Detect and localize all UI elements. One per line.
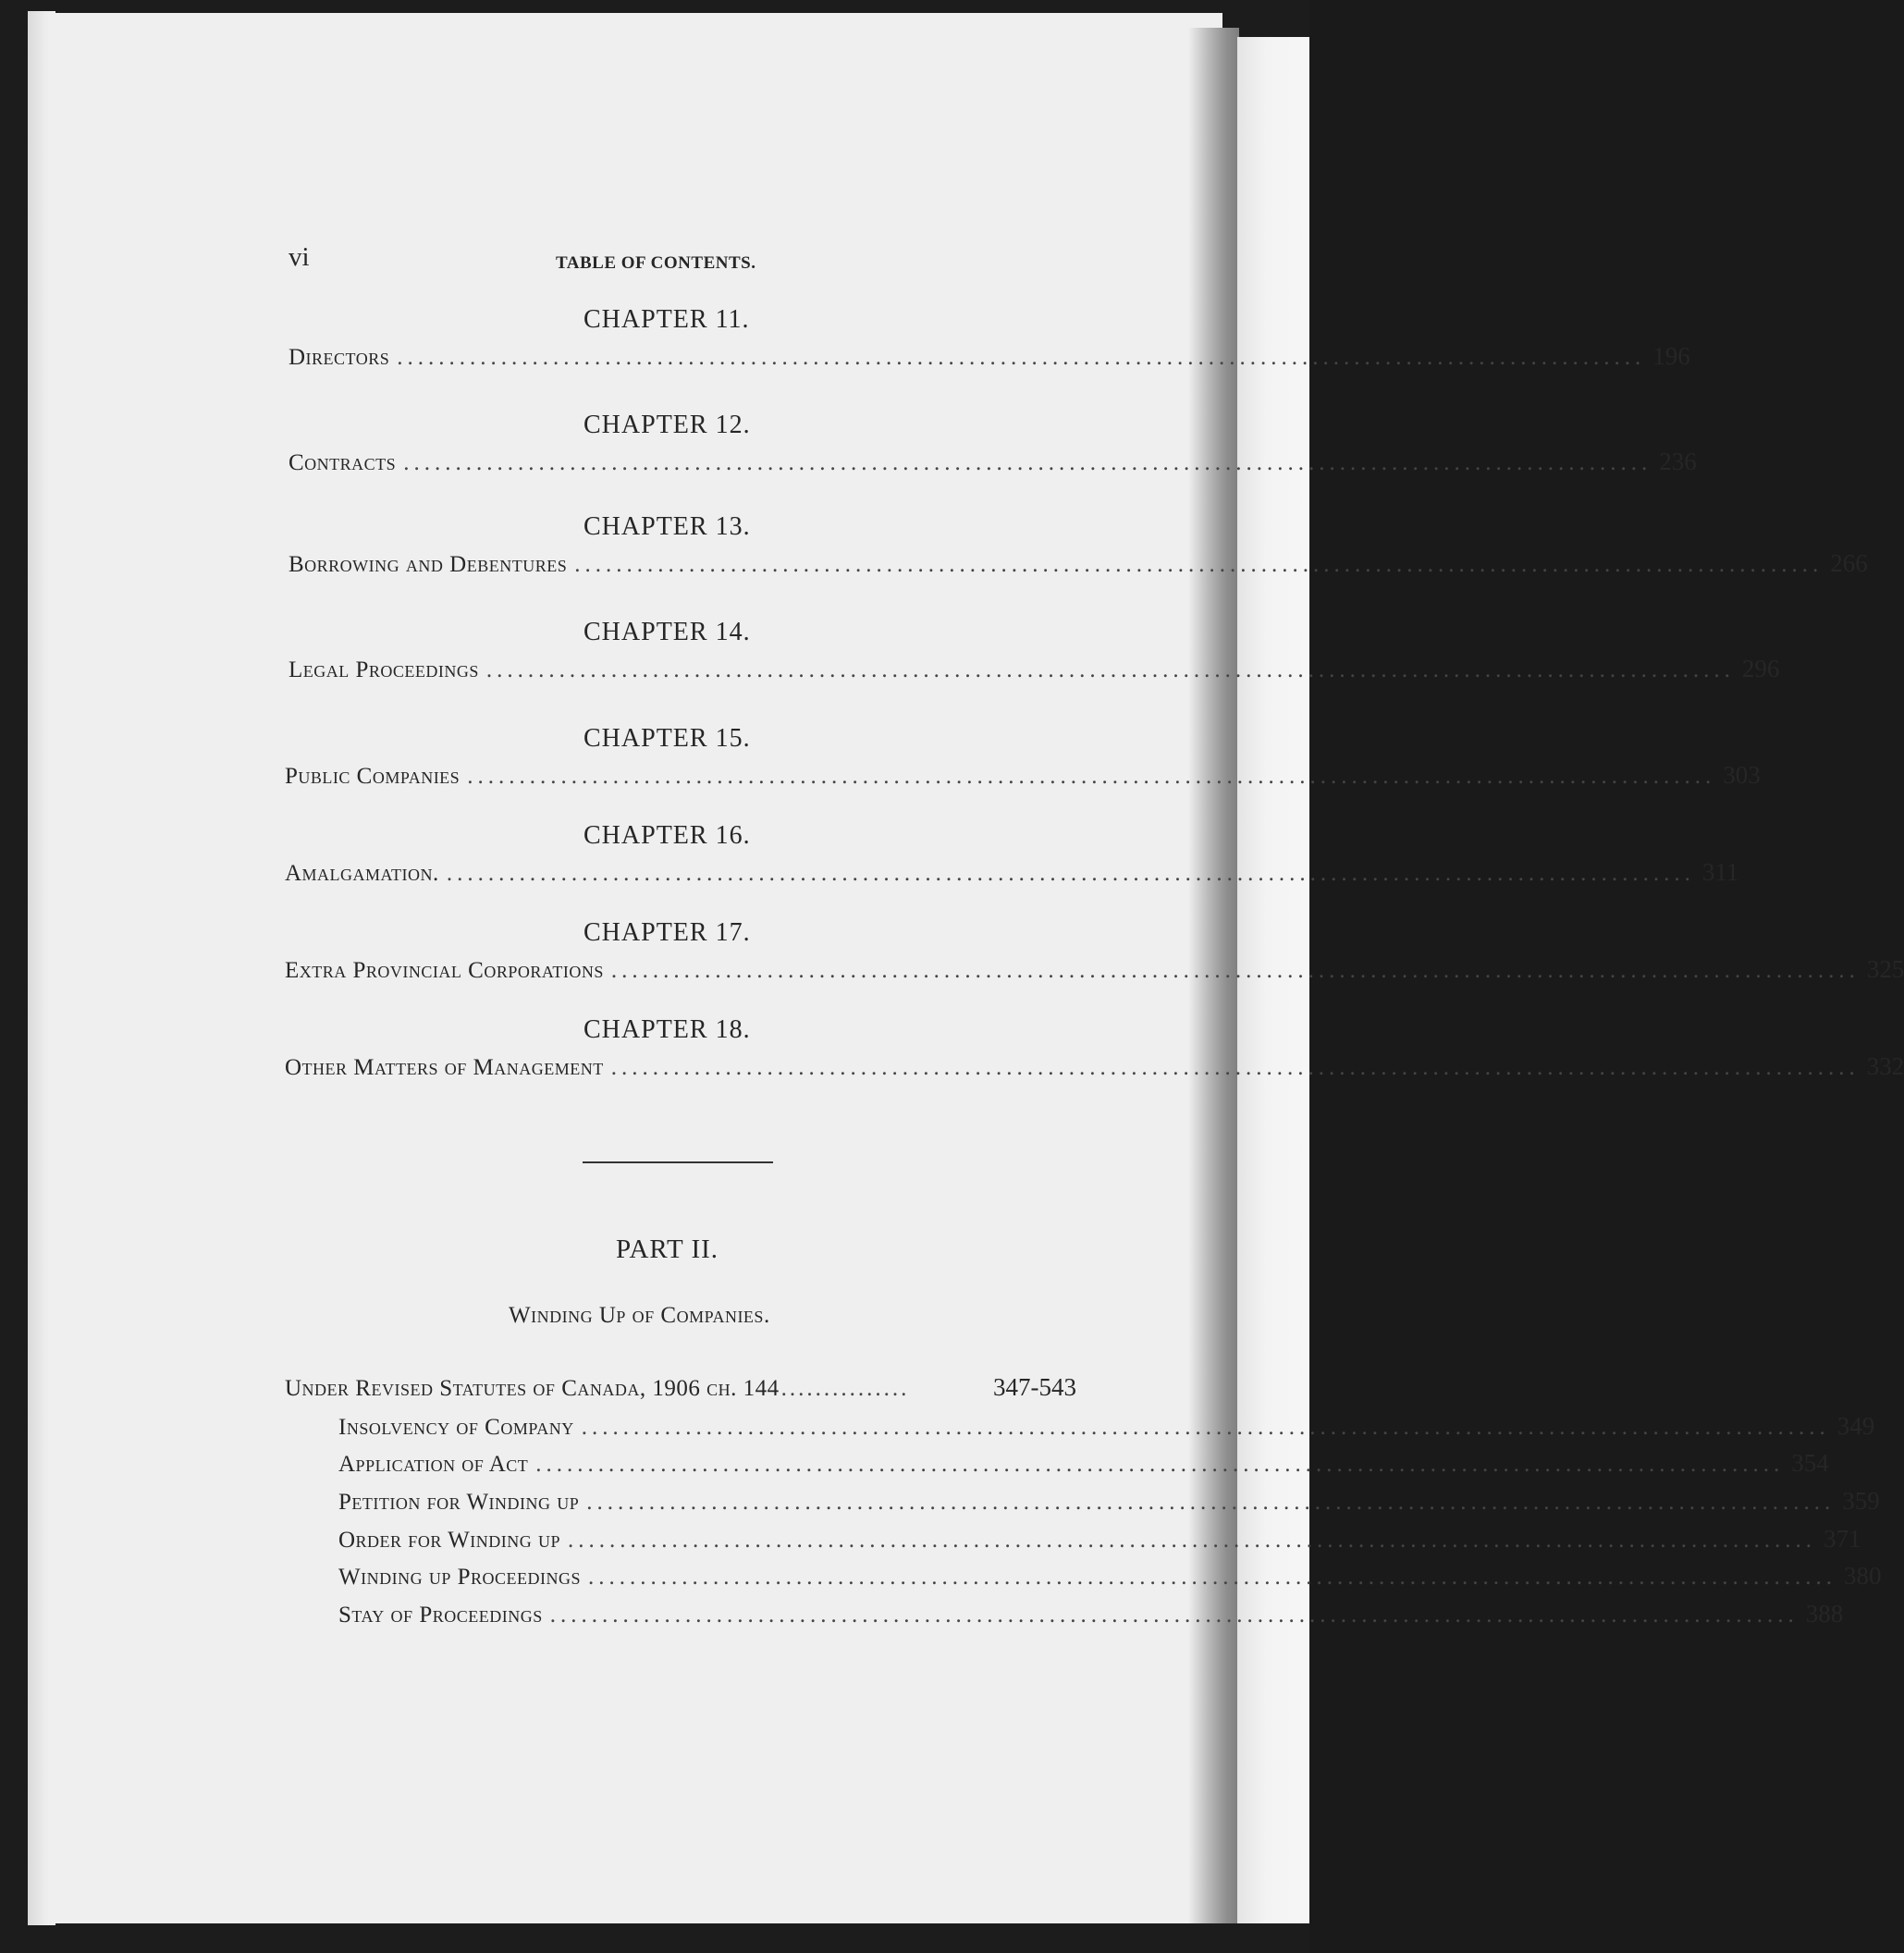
- running-head: [285, 242, 1075, 279]
- chapter-block: [285, 305, 1690, 379]
- leader-dots: ........................................................................................................................: [567, 1528, 1816, 1553]
- part-heading: PART II.: [616, 1234, 719, 1264]
- part-subheading: Winding Up of Companies.: [509, 1303, 770, 1328]
- chapter-block: [285, 821, 1739, 895]
- toc-entry: [289, 655, 1780, 683]
- toc-subentry: [338, 1562, 1882, 1591]
- toc-entry: [285, 1052, 1904, 1081]
- running-title: TABLE OF CONTENTS.: [556, 253, 756, 273]
- toc-entry-page: 354: [1791, 1449, 1829, 1477]
- chapter-heading: CHAPTER 18.: [583, 1015, 751, 1044]
- chapter-heading: CHAPTER 14.: [583, 618, 751, 646]
- toc-entry-page: 359: [1842, 1487, 1880, 1515]
- chapter-block: [285, 618, 1780, 692]
- chapter-block: [285, 512, 1868, 586]
- leader-dots: ........................................................................................................................: [574, 552, 1824, 577]
- leader-dots: ........................................................................................................................: [586, 1490, 1836, 1515]
- toc-entry: [289, 549, 1868, 578]
- toc-entry-page: 325: [1866, 955, 1904, 983]
- toc-entry: [289, 448, 1697, 476]
- toc-entry-label: Petition for Winding up: [338, 1490, 580, 1515]
- toc-entry-label: Directors: [289, 345, 390, 370]
- leader-dots: ........................................................................................................................: [446, 861, 1695, 886]
- leader-dots: ...............: [780, 1376, 910, 1401]
- toc-entry-label: Contracts: [289, 450, 397, 475]
- toc-entry-page: 347-543: [993, 1373, 1076, 1401]
- section-divider: [583, 1161, 773, 1163]
- toc-entry-page: 311: [1701, 858, 1739, 886]
- toc-entry-label: Legal Proceedings: [289, 657, 479, 682]
- toc-entry-page: 303: [1723, 761, 1761, 789]
- toc-entry-page: 388: [1805, 1600, 1844, 1628]
- toc-entry: [289, 342, 1690, 371]
- chapter-heading: CHAPTER 12.: [583, 411, 751, 439]
- toc-entry-label: Public Companies: [285, 764, 461, 789]
- chapter-block: [285, 1015, 1904, 1089]
- chapter-block: [285, 724, 1761, 798]
- chapter-heading: CHAPTER 13.: [583, 512, 751, 541]
- leader-dots: ........................................................................................................................: [535, 1452, 1785, 1477]
- toc-entry: [285, 955, 1904, 984]
- leader-dots: ........................................................................................................................: [588, 1565, 1836, 1590]
- toc-entry-page: 332: [1866, 1052, 1904, 1080]
- chapter-heading: CHAPTER 16.: [583, 821, 751, 850]
- toc-entry-label: Borrowing and Debentures: [289, 552, 568, 577]
- toc-entry-page: 380: [1844, 1562, 1882, 1590]
- toc-entry-page: 349: [1836, 1412, 1875, 1440]
- toc-entry-page: 236: [1659, 448, 1697, 475]
- leader-dots: ........................................................................................................................: [610, 958, 1860, 983]
- leader-dots: ........................................................................................................................: [403, 450, 1652, 475]
- toc-entry-label: Extra Provincial Corporations: [285, 958, 604, 983]
- toc-main-entry: [285, 1373, 1076, 1402]
- toc-entry-label: Stay of Proceedings: [338, 1603, 543, 1628]
- toc-entry-label: Insolvency of Company: [338, 1415, 574, 1440]
- leader-dots: ........................................................................................................................: [610, 1055, 1860, 1080]
- leader-dots: ........................................................................................................................: [581, 1415, 1830, 1440]
- toc-entry-label: Application of Act: [338, 1452, 529, 1477]
- leader-dots: ........................................................................................................................: [485, 657, 1735, 682]
- toc-entry-label: Order for Winding up: [338, 1528, 560, 1553]
- toc-entry-label: Winding up Proceedings: [338, 1565, 581, 1590]
- leader-dots: ........................................................................................................................: [397, 345, 1646, 370]
- page-number: vi: [289, 242, 310, 272]
- toc-entry-page: 266: [1830, 549, 1868, 577]
- toc-subentry: [338, 1525, 1861, 1554]
- toc-entry-page: 371: [1823, 1525, 1861, 1553]
- toc-subentry: [338, 1412, 1875, 1441]
- chapter-heading: CHAPTER 15.: [583, 724, 751, 753]
- chapter-heading: CHAPTER 11.: [583, 305, 750, 334]
- toc-entry: [285, 858, 1739, 887]
- toc-entry-page: 296: [1741, 655, 1780, 682]
- chapter-heading: CHAPTER 17.: [583, 918, 751, 947]
- toc-entry-label: Other Matters of Management: [285, 1055, 604, 1080]
- toc-entry: [285, 761, 1761, 790]
- chapter-block: [285, 411, 1697, 485]
- leader-dots: ........................................................................................................................: [467, 764, 1716, 789]
- toc-entry-page: 196: [1652, 342, 1690, 370]
- toc-subentry: [338, 1600, 1844, 1628]
- toc-subentry: [338, 1449, 1829, 1478]
- toc-subentry: [338, 1487, 1880, 1516]
- toc-entry-label: Under Revised Statutes of Canada, 1906 ch. 144: [285, 1376, 780, 1401]
- chapter-block: [285, 918, 1904, 992]
- toc-entry-label: Amalgamation.: [285, 861, 439, 886]
- leader-dots: ........................................................................................................................: [549, 1603, 1799, 1628]
